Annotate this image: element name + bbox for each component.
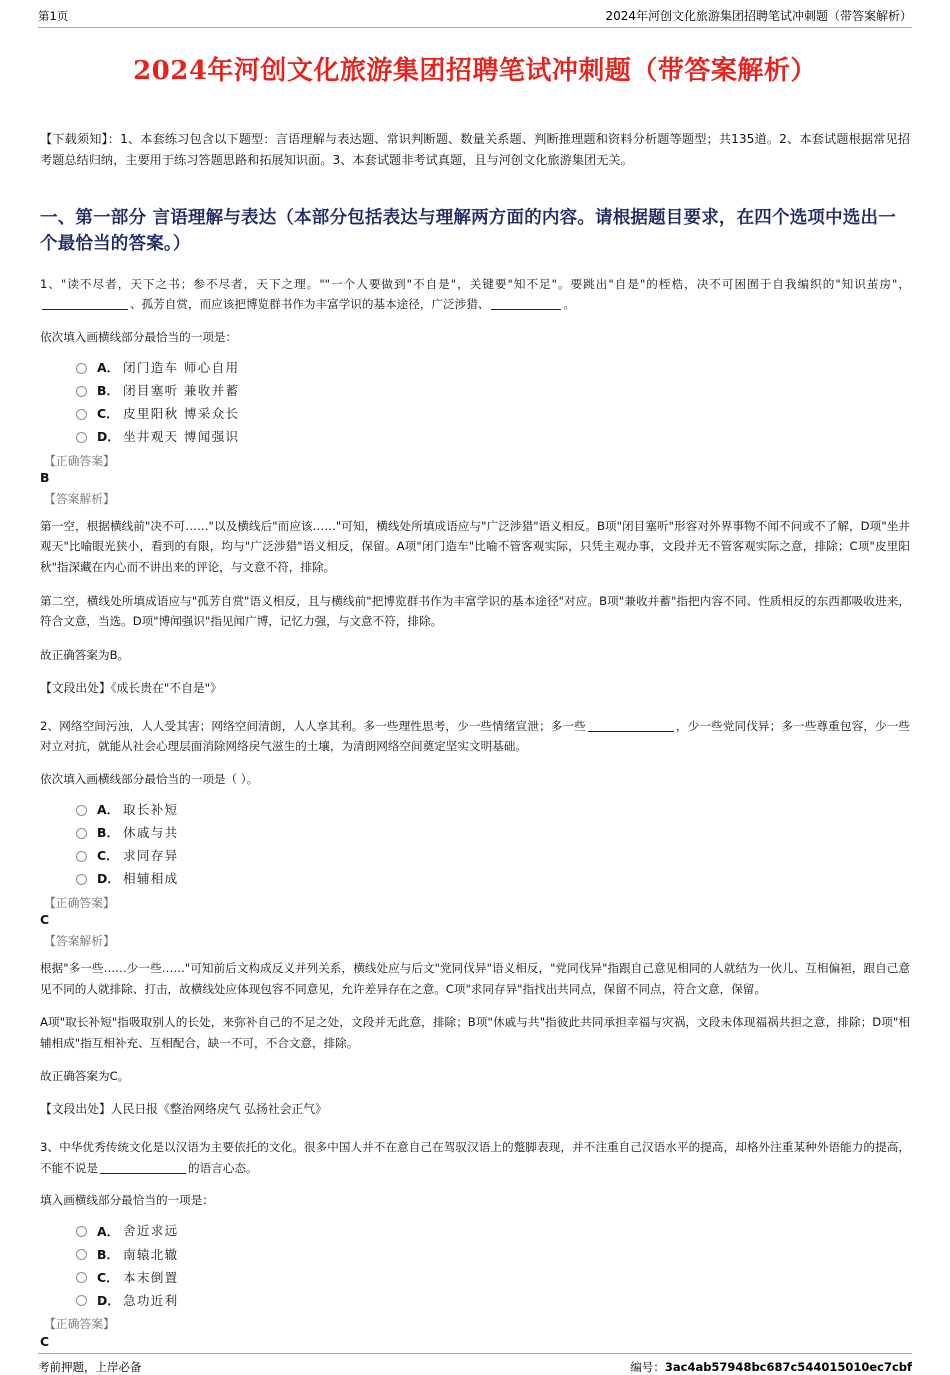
correct-answer-label: 【正确答案】 <box>44 453 115 468</box>
radio-button-icon[interactable] <box>76 805 87 816</box>
option-item[interactable] <box>76 426 910 449</box>
option-letter: C． <box>97 1269 119 1285</box>
option-text: 本末倒置 <box>123 1269 179 1285</box>
analysis-paragraph: 第一空，根据横线前"决不可……"以及横线后"而应该……"可知，横线处所填成语应与"广泛涉猎"语义相反。B项"闭目塞听"形容对外界事物不闻不问或不了解，D项"坐井观天"比喻眼光狭小，看到的有限，均与"广泛涉猎"语义相反，保留。A项"闭门造车"比喻不管客观实际，只凭主观办事，文段并无不管客观实际之意，排除；C项"皮里阳秋"指深藏在内心而不讲出来的评论，与文意不符，排除。 <box>40 518 910 575</box>
analysis-paragraph: A项"取长补短"指吸取别人的长处，来弥补自己的不足之处，文段并无此意，排除；B项"休戚与共"指彼此共同承担幸福与灾祸，文段未体现福祸共担之意，排除；D项"相辅相成"指互相补充、互相配合，缺一不可，不合文意，排除。 <box>40 1015 910 1050</box>
option-text: 皮里阳秋 博采众长 <box>123 406 240 422</box>
option-list <box>40 357 910 449</box>
question-stem <box>40 1137 910 1178</box>
option-item[interactable] <box>76 380 910 403</box>
analysis-paragraph: 第二空，横线处所填成语应与"孤芳自赏"语义相反，且与横线前"把博览群书作为丰富学识的基本途径"对应。B项"兼收并蓄"指把内容不同、性质相反的东西都吸收进来，符合文意，当选。D项"博闻强识"指见闻广博，记忆力强，与文意不符，排除。 <box>40 593 910 629</box>
section-heading: 一、第一部分 言语理解与表达（本部分包括表达与理解两方面的内容。请根据题目要求，在四个选项中选出一个最恰当的答案。） <box>40 208 896 255</box>
option-text: 急功近利 <box>123 1292 179 1308</box>
option-list <box>40 1220 910 1312</box>
option-letter: B． <box>97 383 119 399</box>
option-text: 南辕北辙 <box>123 1246 179 1262</box>
question-prompt: 依次填入画横线部分最恰当的一项是（ ）。 <box>40 771 259 786</box>
option-letter: A． <box>97 360 119 376</box>
radio-button-icon[interactable] <box>76 851 87 862</box>
question-stem-part-a: 1、"读不尽者，天下之书；参不尽者，天下之理。""一个人要做到"不自是"，关键要"知不足"。要跳出"自是"的桎梏，决不可困囿于自我编织的"知识茧房"， <box>40 276 910 291</box>
page-number-label: 第1页 <box>38 9 69 23</box>
option-item[interactable] <box>76 403 910 426</box>
fill-blank <box>491 309 561 310</box>
option-letter: D． <box>97 429 120 445</box>
document-body <box>40 93 910 1353</box>
option-item[interactable] <box>76 822 910 845</box>
correct-answer-value: B <box>40 470 50 486</box>
option-item[interactable] <box>76 799 910 822</box>
fill-blank <box>588 731 674 732</box>
option-item[interactable] <box>76 1266 910 1289</box>
option-letter: D． <box>97 1292 120 1308</box>
option-text: 求同存异 <box>123 848 179 864</box>
footer-code-value: 3ac4ab57948bc687c544015010ec7cbf <box>664 1359 912 1374</box>
option-item[interactable] <box>76 1289 910 1312</box>
question-prompt: 填入画横线部分最恰当的一项是： <box>40 1193 214 1208</box>
footer-slogan: 考前押题，上岸必备 <box>38 1359 142 1374</box>
option-text: 闭门造车 师心自用 <box>123 360 240 375</box>
option-text: 休戚与共 <box>123 825 179 841</box>
question-block <box>40 716 910 1119</box>
document-title: 2024年河创文化旅游集团招聘笔试冲刺题（带答案解析） <box>133 56 817 86</box>
fill-blank <box>100 1173 186 1174</box>
option-letter: C． <box>97 848 119 864</box>
radio-button-icon[interactable] <box>76 1249 87 1260</box>
option-text: 取长补短 <box>123 802 179 818</box>
option-item[interactable] <box>76 1220 910 1243</box>
question-stem-part-b: ，少一些党同伐异；多一些尊重包容，少一些对立对抗，就能从社会心理层面消除网络戾气滋生的土壤，为清朗网络空间奠定坚实文明基础。 <box>40 718 910 754</box>
radio-button-icon[interactable] <box>76 1295 87 1306</box>
answer-analysis-label: 【答案解析】 <box>44 934 115 949</box>
radio-button-icon[interactable] <box>76 363 87 374</box>
analysis-conclusion: 故正确答案为C。 <box>40 1069 130 1084</box>
question-stem-part-a: 3、中华优秀传统文化是以汉语为主要依托的文化。很多中国人并不在意自己在驾驭汉语上的蹩脚表现，并不注重自己汉语水平的提高，却格外注重某种外语能力的提高，不能不说是 <box>40 1140 910 1175</box>
footer-code-label: 编号： <box>630 1359 665 1374</box>
question-stem-part-a: 2、网络空间污浊，人人受其害；网络空间清朗，人人享其利。多一些理性思考，少一些情绪宣泄；多一些 <box>40 718 586 733</box>
option-letter: A． <box>97 802 119 818</box>
radio-button-icon[interactable] <box>76 432 87 443</box>
running-header <box>38 0 912 28</box>
option-letter: C． <box>97 406 119 422</box>
question-stem <box>40 716 910 757</box>
passage-source: 【文段出处】《成长贵在"不自是"》 <box>40 680 222 695</box>
option-item[interactable] <box>76 1243 910 1266</box>
answer-analysis-label: 【答案解析】 <box>44 492 115 507</box>
download-notice: 【下载须知】：1、本套练习包含以下题型：言语理解与表达题、常识判断题、数量关系题、判断推理题和资料分析题等题型；共135道。2、本套试题根据常见招考题总结归纳，主要用于练习答题思路和拓展知识面。3、本套试题非考试真题，且与河创文化旅游集团无关。 <box>40 132 910 168</box>
option-text: 闭目塞听 兼收并蓄 <box>123 383 240 399</box>
question-stem-part-b: 的语言心态。 <box>187 1160 258 1175</box>
radio-button-icon[interactable] <box>76 386 87 397</box>
question-block <box>40 274 910 698</box>
running-footer <box>38 1353 912 1375</box>
running-header-title: 2024年河创文化旅游集团招聘笔试冲刺题（带答案解析） <box>605 9 912 23</box>
option-letter: D． <box>97 871 120 887</box>
correct-answer-value: C <box>40 1333 50 1349</box>
radio-button-icon[interactable] <box>76 1272 87 1283</box>
analysis-paragraph: 根据"多一些……少一些……"可知前后文构成反义并列关系，横线处应与后文"党同伐异"语义相反，"党同伐异"指跟自己意见相同的人就结为一伙儿、互相偏袒，跟自己意见不同的人就排除、打击，故横线处应体现包容不同意见，允许差异存在之意。C项"求同存异"指找出共同点，保留不同点，符合文意，保留。 <box>40 960 910 996</box>
correct-answer-label: 【正确答案】 <box>44 1317 115 1332</box>
analysis-conclusion: 故正确答案为B。 <box>40 647 130 662</box>
option-item[interactable] <box>76 357 910 380</box>
radio-button-icon[interactable] <box>76 828 87 839</box>
correct-answer-value: C <box>40 912 50 928</box>
option-item[interactable] <box>76 868 910 891</box>
option-text: 相辅相成 <box>123 871 179 887</box>
radio-button-icon[interactable] <box>76 1226 87 1237</box>
option-letter: B． <box>97 825 119 841</box>
question-block <box>40 1137 910 1351</box>
radio-button-icon[interactable] <box>76 409 87 420</box>
option-letter: B． <box>97 1246 119 1262</box>
option-list <box>40 799 910 891</box>
passage-source: 【文段出处】人民日报《整治网络戾气 弘扬社会正气》 <box>40 1102 327 1117</box>
question-stem-part-c: 。 <box>563 297 576 312</box>
fill-blank <box>42 309 128 310</box>
option-text: 舍近求远 <box>123 1223 179 1239</box>
question-prompt: 依次填入画横线部分最恰当的一项是： <box>40 329 238 344</box>
correct-answer-label: 【正确答案】 <box>44 895 115 910</box>
option-item[interactable] <box>76 845 910 868</box>
option-text: 坐井观天 博闻强识 <box>123 429 240 445</box>
radio-button-icon[interactable] <box>76 874 87 885</box>
question-stem <box>40 274 910 315</box>
option-letter: A． <box>97 1223 119 1239</box>
footer-code <box>630 1359 912 1375</box>
question-stem-part-b: 、孤芳自赏，而应该把博览群书作为丰富学识的基本途径，广泛涉猎、 <box>130 297 490 312</box>
